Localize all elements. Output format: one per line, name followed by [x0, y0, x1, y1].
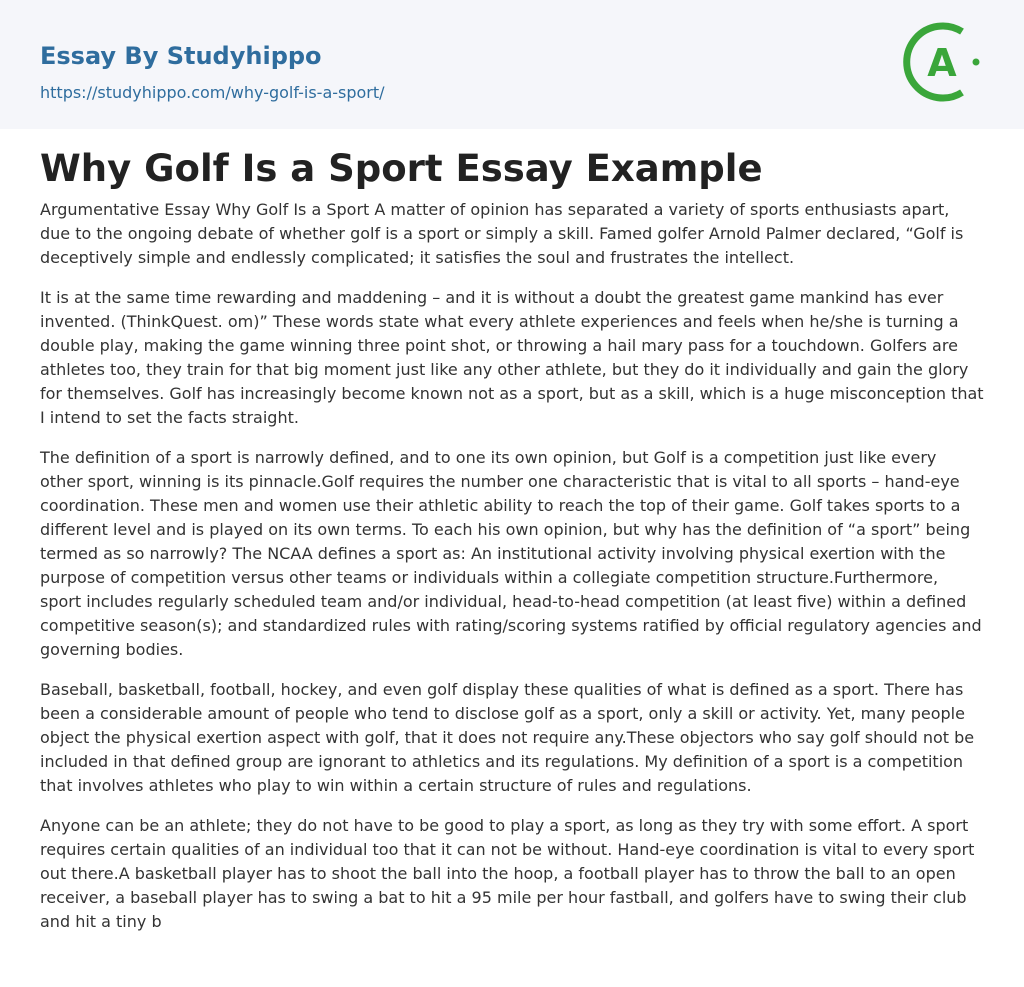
essay-url-link[interactable]: https://studyhippo.com/why-golf-is-a-sport/: [40, 83, 385, 102]
essay-content: [0, 129, 1024, 934]
essay-paragraph: It is at the same time rewarding and maddening – and it is without a doubt the greatest game mankind has ever invented. (ThinkQuest. om)” These words state what every athlete experiences and feels when he/she is turning a double play, making the game winning three point shot, or throwing a hail mary pass for a touchdown. Golfers are athletes too, they train for that big moment just like any other athlete, but they do it individually and gain the glory for themselves. Golf has increasingly become known not as a sport, but as a skill, which is a huge misconception that I intend to set the facts straight.: [40, 288, 984, 427]
studyhippo-logo-icon[interactable]: [900, 20, 984, 104]
essay-title: Why Golf Is a Sport Essay Example: [40, 147, 763, 190]
essay-paragraph: The definition of a sport is narrowly defined, and to one its own opinion, but Golf is a competition just like every other sport, winning is its pinnacle.Golf requires the number one characteristic that is vital to all sports – hand-eye coordination. These men and women use their athletic ability to reach the top of their game. Golf takes sports to a different level and is played on its own terms. To each his own opinion, but why has the definition of “a sport” being termed as so narrowly? The NCAA defines a sport as: An institutional activity involving physical exertion with the purpose of competition versus other teams or individuals within a collegiate competition structure.Furthermore, sport includes regularly scheduled team and/or individual, head-to-head competition (at least five) within a defined competitive season(s); and standardized rules with rating/scoring systems ratified by official regulatory agencies and governing bodies.: [40, 448, 982, 659]
logo-letter: A: [927, 41, 957, 85]
site-header: [0, 0, 1024, 129]
brand-title: Essay By Studyhippo: [40, 42, 322, 70]
essay-paragraph: Anyone can be an athlete; they do not have to be good to play a sport, as long as they try with some effort. A sport requires certain qualities of an individual too that it can not be without. Hand-eye coordination is vital to every sport out there.A basketball player has to shoot the ball into the hoop, a football player has to throw the ball to an open receiver, a baseball player has to swing a bat to hit a 95 mile per hour fastball, and golfers have to swing their club and hit a tiny b: [40, 816, 975, 931]
essay-paragraph: Baseball, basketball, football, hockey, and even golf display these qualities of what is defined as a sport. There has been a considerable amount of people who tend to disclose golf as a sport, only a skill or activity. Yet, many people object the physical exertion aspect with golf, that it does not require any.These objectors who say golf should not be included in that defined group are ignorant to athletics and its regulations. My definition of a sport is a competition that involves athletes who play to win within a certain structure of rules and regulations.: [40, 680, 975, 795]
essay-paragraph: Argumentative Essay Why Golf Is a Sport A matter of opinion has separated a variety of sports enthusiasts apart, due to the ongoing debate of whether golf is a sport or simply a skill. Famed golfer Arnold Palmer declared, “Golf is deceptively simple and endlessly complicated; it satisfies the soul and frustrates the intellect.: [40, 200, 964, 267]
